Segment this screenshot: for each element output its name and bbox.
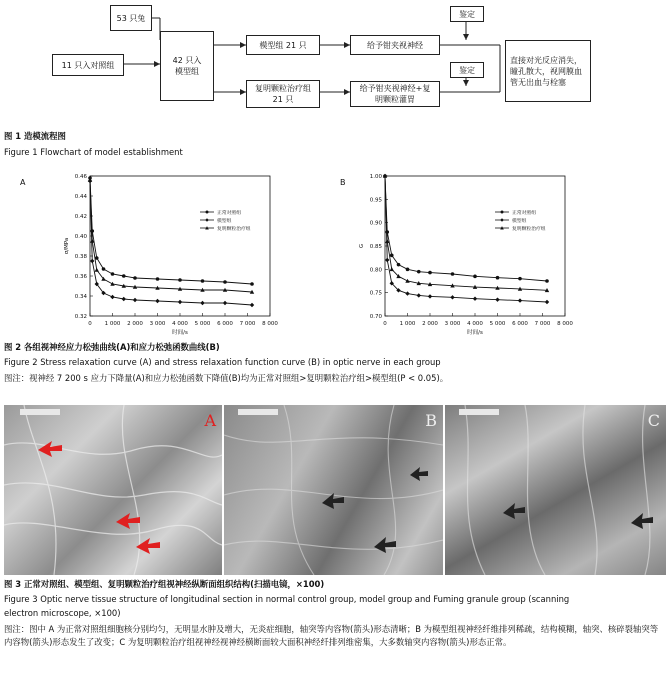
data-point xyxy=(102,267,106,271)
x-tick-label: 4 000 xyxy=(467,321,483,327)
x-tick-label: 3 000 xyxy=(444,321,461,327)
data-point xyxy=(473,275,477,279)
y-tick-label: 0.70 xyxy=(369,314,382,320)
flow-clamp: 给予钳夹视神经 xyxy=(350,35,440,55)
black-arrow-icons xyxy=(322,467,428,553)
y-tick-label: 0.40 xyxy=(74,234,87,240)
series-line-1 xyxy=(90,181,252,305)
data-point xyxy=(545,300,549,304)
data-point xyxy=(200,301,204,305)
x-tick-label: 8 000 xyxy=(262,321,278,327)
fig3-caption-en-1: Figure 3 Optic nerve tissue structure of longitudinal section in normal control group, model group and Fuming granule group (scanning xyxy=(4,594,570,604)
data-point xyxy=(518,277,522,281)
x-tick-label: 5 000 xyxy=(489,321,506,327)
data-point xyxy=(133,276,137,280)
stress-relaxation-chart xyxy=(60,170,280,340)
y-tick-label: 0.34 xyxy=(74,294,87,300)
y-tick-label: 0.46 xyxy=(74,174,87,180)
legend-marker xyxy=(501,211,504,214)
data-point xyxy=(417,293,421,297)
sem-texture-b xyxy=(224,405,443,575)
sem-photo-c xyxy=(445,405,666,575)
scale-bar xyxy=(238,409,278,415)
y-tick-label: 0.36 xyxy=(74,274,87,280)
legend-marker xyxy=(500,218,504,222)
data-point xyxy=(390,267,394,271)
y-tick-label: 0.75 xyxy=(369,290,382,297)
flow-identify-2: 鉴定 xyxy=(450,62,484,78)
flow-model-entry: 42 只入模型组 xyxy=(160,31,214,101)
data-point xyxy=(545,279,549,283)
data-point xyxy=(95,268,99,272)
y-tick-label: 0.95 xyxy=(369,197,382,204)
x-tick-label: 5 000 xyxy=(194,321,211,327)
sem-texture-a xyxy=(4,405,222,575)
legend-label: 正常对照组 xyxy=(512,211,536,216)
data-point xyxy=(406,268,410,272)
data-point xyxy=(122,274,126,278)
fig3-caption-cn: 图 3 正常对照组、模型组、复明颗粒治疗组视神经纵断面组织结构(扫描电镜，×100) xyxy=(4,579,325,589)
scale-bar xyxy=(459,409,499,415)
y-axis-label: σ/MPa xyxy=(64,237,70,255)
data-point xyxy=(122,297,126,301)
y-tick-label: 0.85 xyxy=(369,244,382,250)
sem-photo-a xyxy=(4,405,222,575)
flow-identify-1: 鉴定 xyxy=(450,6,484,22)
legend-label: 正常对照组 xyxy=(217,211,241,216)
x-tick-label: 2 000 xyxy=(422,321,438,327)
data-point xyxy=(405,279,409,283)
flow-treat-group: 复明颗粒治疗组 21 只 xyxy=(246,80,320,108)
x-tick-label: 8 000 xyxy=(557,321,573,327)
chart-b-panel-label: B xyxy=(340,178,346,187)
flow-clamp-treat: 给予钳夹视神经+复明颗粒灌胃 xyxy=(350,81,440,107)
legend-marker xyxy=(205,218,209,222)
x-tick-label: 6 000 xyxy=(512,321,528,327)
sem-photo-b xyxy=(224,405,443,575)
series-line-2 xyxy=(90,180,252,292)
y-tick-label: 0.80 xyxy=(369,267,382,274)
data-point xyxy=(178,278,182,282)
black-arrow-icons xyxy=(503,503,653,529)
data-point xyxy=(450,295,454,299)
data-point xyxy=(473,297,477,301)
x-tick-label: 4 000 xyxy=(172,321,188,327)
x-axis-label: 时间/s xyxy=(467,330,483,336)
flow-outcome: 直接对光反应消失，瞳孔散大，视网膜血管无出血与栓塞 xyxy=(505,40,591,102)
legend-label: 模型组 xyxy=(217,219,232,224)
data-point xyxy=(111,272,115,276)
data-point xyxy=(223,301,227,305)
data-point xyxy=(223,280,227,284)
y-tick-label: 0.42 xyxy=(74,214,87,220)
x-tick-label: 3 000 xyxy=(149,321,166,327)
data-point xyxy=(495,297,499,301)
x-tick-label: 0 xyxy=(383,321,387,327)
data-point xyxy=(451,272,455,276)
scale-bar xyxy=(20,409,60,415)
data-point xyxy=(390,254,394,258)
data-point xyxy=(405,291,409,295)
data-point xyxy=(178,300,182,304)
data-point xyxy=(90,259,94,263)
fig2-note: 图注：视神经 7 200 s 应力下降量(A)和应力松弛函数下降值(B)均为正常对照组>复明颗粒治疗组>模型组(P < 0.05)。 xyxy=(4,373,449,383)
fig2-caption-cn: 图 2 各组视神经应力松弛曲线(A)和应力松弛函数曲线(B) xyxy=(4,342,220,352)
data-point xyxy=(250,282,254,286)
data-point xyxy=(250,303,254,307)
legend-marker xyxy=(206,211,209,214)
series-line-1 xyxy=(385,176,547,302)
data-point xyxy=(518,298,522,302)
x-tick-label: 7 000 xyxy=(534,321,551,327)
data-point xyxy=(156,277,160,281)
plot-frame xyxy=(385,176,565,316)
legend-label: 复明颗粒治疗组 xyxy=(512,227,546,232)
x-tick-label: 1 000 xyxy=(104,321,121,327)
data-point xyxy=(496,276,500,280)
legend-label: 模型组 xyxy=(512,219,527,224)
legend-label: 复明颗粒治疗组 xyxy=(217,227,251,232)
fig3-note: 图注：图中 A 为正常对照组细胞核分别均匀，无明显水肿及增大，无炎症细胞，轴突等内容物(箭头)形态清晰；B 为模型组视神经纤维排列稀疏，结构模糊，轴突、核碎裂轴突等内容物(箭头)形态发生了改变；C 为复明颗粒治疗组视神经视神经横断面较大面积神经纤排列维密集，大多数轴突内容物(箭头)形态正常。 xyxy=(4,624,659,647)
y-tick-label: 0.32 xyxy=(74,314,87,320)
data-point xyxy=(428,294,432,298)
plot-frame xyxy=(90,176,270,316)
data-point xyxy=(110,295,114,299)
photo-b-label: B xyxy=(425,411,437,430)
y-tick-label: 1.00 xyxy=(369,174,382,180)
y-axis-label: G xyxy=(359,243,365,249)
y-tick-label: 0.44 xyxy=(74,194,87,200)
photo-a-label: A xyxy=(204,411,216,430)
x-tick-label: 0 xyxy=(88,321,92,327)
x-tick-label: 7 000 xyxy=(239,321,256,327)
chart-a-panel-label: A xyxy=(20,178,26,187)
data-point xyxy=(133,298,137,302)
data-point xyxy=(110,282,114,286)
data-point xyxy=(397,263,401,267)
sem-texture-c xyxy=(445,405,666,575)
photo-c-label: C xyxy=(647,411,660,430)
data-point xyxy=(385,258,389,262)
x-tick-label: 1 000 xyxy=(399,321,416,327)
flow-control-group: 11 只入对照组 xyxy=(52,54,124,76)
fig1-caption-en: Figure 1 Flowchart of model establishment xyxy=(4,147,183,157)
fig3-caption-en-2: electron microscope, ×100) xyxy=(4,608,121,618)
flow-rabbits: 53 只兔 xyxy=(110,5,152,31)
data-point xyxy=(201,279,205,283)
x-axis-label: 时间/s xyxy=(172,330,188,336)
y-tick-label: 0.38 xyxy=(74,254,87,260)
x-tick-label: 6 000 xyxy=(217,321,233,327)
data-point xyxy=(428,271,432,275)
fig2-caption-en: Figure 2 Stress relaxation curve (A) and stress relaxation function curve (B) in optic nerve in each group xyxy=(4,357,441,367)
data-point xyxy=(155,299,159,303)
data-point xyxy=(417,270,421,274)
y-tick-label: 0.90 xyxy=(369,220,382,227)
relaxation-function-chart xyxy=(355,170,575,340)
x-tick-label: 2 000 xyxy=(127,321,143,327)
series-line-2 xyxy=(385,176,547,290)
fig1-caption-cn: 图 1 造模流程图 xyxy=(4,131,66,141)
flow-model-group: 模型组 21 只 xyxy=(246,35,320,55)
